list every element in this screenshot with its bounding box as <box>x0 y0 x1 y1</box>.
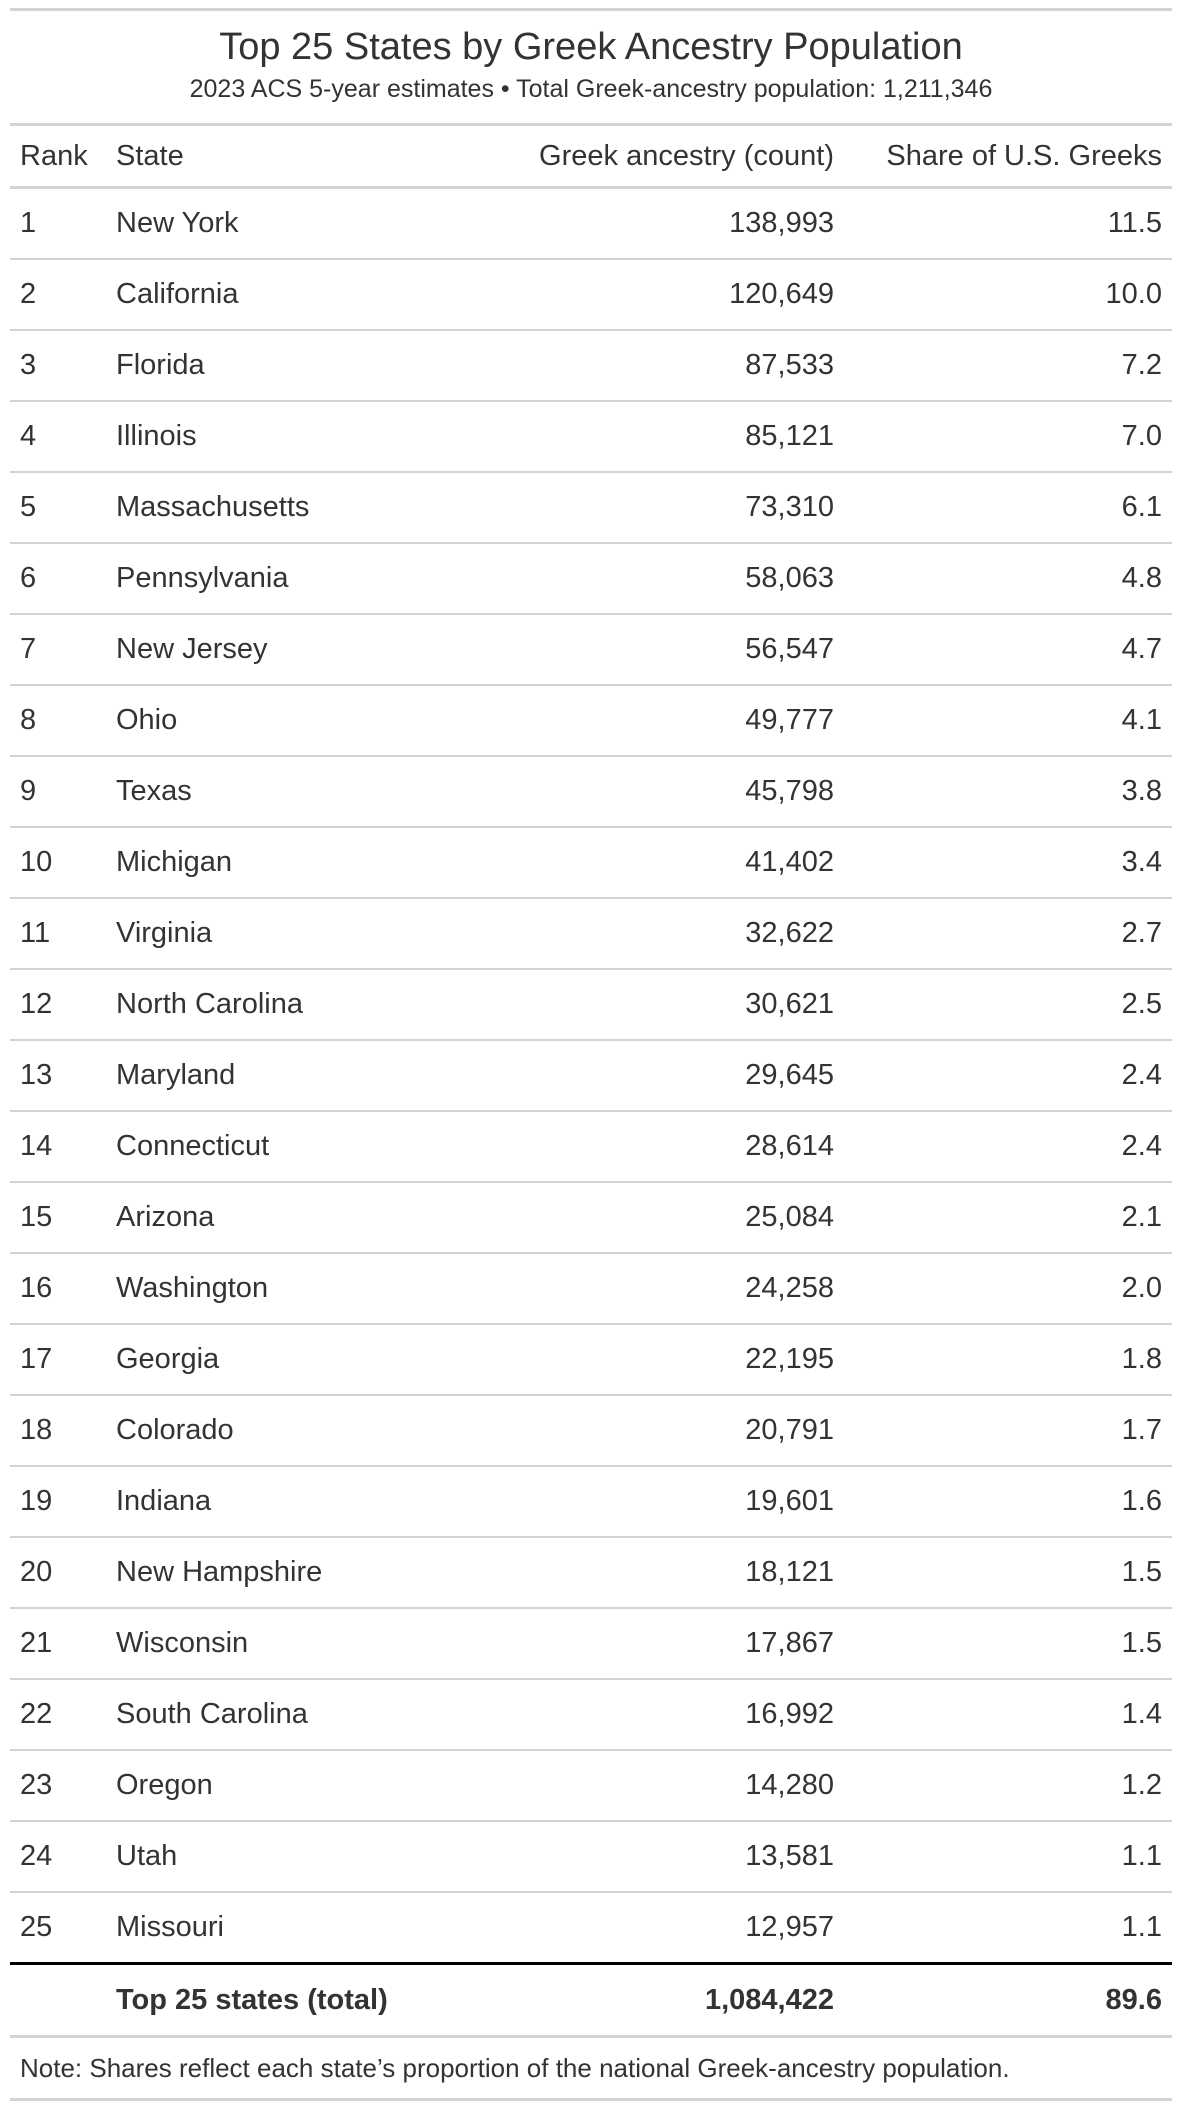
state-cell: Indiana <box>106 1466 450 1537</box>
table-row <box>10 614 1172 685</box>
table-row <box>10 1253 1172 1324</box>
rank-cell: 21 <box>10 1608 106 1679</box>
count-cell: 58,063 <box>450 543 844 614</box>
table-row <box>10 898 1172 969</box>
total-row <box>10 1964 1172 2037</box>
rank-cell: 23 <box>10 1750 106 1821</box>
rank-cell: 8 <box>10 685 106 756</box>
state-cell: New York <box>106 188 450 260</box>
table-row <box>10 1892 1172 1964</box>
header-row <box>10 126 1172 188</box>
column-header-state: State <box>106 126 450 188</box>
table-row <box>10 1679 1172 1750</box>
state-cell: Wisconsin <box>106 1608 450 1679</box>
share-cell: 6.1 <box>844 472 1172 543</box>
count-cell: 12,957 <box>450 1892 844 1964</box>
table-row <box>10 1395 1172 1466</box>
share-cell: 2.5 <box>844 969 1172 1040</box>
state-cell: Virginia <box>106 898 450 969</box>
table-row <box>10 472 1172 543</box>
rank-cell: 19 <box>10 1466 106 1537</box>
table-title: Top 25 States by Greek Ancestry Population <box>219 26 963 68</box>
count-cell: 25,084 <box>450 1182 844 1253</box>
count-cell: 18,121 <box>450 1537 844 1608</box>
share-cell: 1.7 <box>844 1395 1172 1466</box>
table-row <box>10 1608 1172 1679</box>
share-cell: 2.4 <box>844 1040 1172 1111</box>
state-cell: Texas <box>106 756 450 827</box>
table-row <box>10 259 1172 330</box>
rank-cell: 22 <box>10 1679 106 1750</box>
state-cell: Connecticut <box>106 1111 450 1182</box>
table-subtitle: 2023 ACS 5-year estimates • Total Greek-ancestry population: 1,211,346 <box>10 67 1172 126</box>
state-cell: Maryland <box>106 1040 450 1111</box>
table-row <box>10 969 1172 1040</box>
column-header-count: Greek ancestry (count) <box>450 126 844 188</box>
count-cell: 87,533 <box>450 330 844 401</box>
count-cell: 120,649 <box>450 259 844 330</box>
table-row <box>10 1466 1172 1537</box>
count-cell: 56,547 <box>450 614 844 685</box>
count-cell: 14,280 <box>450 1750 844 1821</box>
share-cell: 3.8 <box>844 756 1172 827</box>
count-cell: 28,614 <box>450 1111 844 1182</box>
table-row <box>10 1040 1172 1111</box>
rank-cell: 5 <box>10 472 106 543</box>
count-cell: 138,993 <box>450 188 844 260</box>
rank-cell: 15 <box>10 1182 106 1253</box>
table-body <box>10 188 1172 1964</box>
count-cell: 73,310 <box>450 472 844 543</box>
total-rank-cell <box>10 1964 106 2037</box>
table-row <box>10 1111 1172 1182</box>
state-cell: New Hampshire <box>106 1537 450 1608</box>
state-cell: California <box>106 259 450 330</box>
state-cell: South Carolina <box>106 1679 450 1750</box>
column-header-rank: Rank <box>10 126 106 188</box>
table-row <box>10 543 1172 614</box>
share-cell: 2.4 <box>844 1111 1172 1182</box>
state-cell: Colorado <box>106 1395 450 1466</box>
share-cell: 2.1 <box>844 1182 1172 1253</box>
share-cell: 11.5 <box>844 188 1172 260</box>
total-count-cell: 1,084,422 <box>450 1964 844 2037</box>
state-cell: Georgia <box>106 1324 450 1395</box>
state-cell: Arizona <box>106 1182 450 1253</box>
state-cell: Ohio <box>106 685 450 756</box>
rank-cell: 7 <box>10 614 106 685</box>
state-cell: Florida <box>106 330 450 401</box>
rank-cell: 1 <box>10 188 106 260</box>
share-cell: 4.1 <box>844 685 1172 756</box>
rank-cell: 10 <box>10 827 106 898</box>
share-cell: 4.8 <box>844 543 1172 614</box>
count-cell: 16,992 <box>450 1679 844 1750</box>
table-row <box>10 1182 1172 1253</box>
count-cell: 85,121 <box>450 401 844 472</box>
share-cell: 1.1 <box>844 1892 1172 1964</box>
count-cell: 45,798 <box>450 756 844 827</box>
state-cell: Oregon <box>106 1750 450 1821</box>
column-header-share: Share of U.S. Greeks <box>844 126 1172 188</box>
count-cell: 20,791 <box>450 1395 844 1466</box>
state-cell: Missouri <box>106 1892 450 1964</box>
share-cell: 2.7 <box>844 898 1172 969</box>
table-row <box>10 1537 1172 1608</box>
total-share-cell: 89.6 <box>844 1964 1172 2037</box>
share-cell: 1.5 <box>844 1608 1172 1679</box>
rank-cell: 17 <box>10 1324 106 1395</box>
share-cell: 1.6 <box>844 1466 1172 1537</box>
rank-cell: 18 <box>10 1395 106 1466</box>
count-cell: 30,621 <box>450 969 844 1040</box>
state-cell: North Carolina <box>106 969 450 1040</box>
count-cell: 29,645 <box>450 1040 844 1111</box>
count-cell: 17,867 <box>450 1608 844 1679</box>
rank-cell: 14 <box>10 1111 106 1182</box>
share-cell: 2.0 <box>844 1253 1172 1324</box>
share-cell: 7.2 <box>844 330 1172 401</box>
table-footnote: Note: Shares reflect each state’s proportion of the national Greek-ancestry population. <box>10 2038 1172 2101</box>
table-row <box>10 1750 1172 1821</box>
rank-cell: 4 <box>10 401 106 472</box>
table-container <box>10 8 1172 2101</box>
state-cell: Massachusetts <box>106 472 450 543</box>
table-row <box>10 827 1172 898</box>
rank-cell: 3 <box>10 330 106 401</box>
share-cell: 1.4 <box>844 1679 1172 1750</box>
state-cell: Washington <box>106 1253 450 1324</box>
rank-cell: 16 <box>10 1253 106 1324</box>
share-cell: 7.0 <box>844 401 1172 472</box>
total-label-cell: Top 25 states (total) <box>106 1964 450 2037</box>
table-row <box>10 401 1172 472</box>
rank-cell: 2 <box>10 259 106 330</box>
rank-cell: 25 <box>10 1892 106 1964</box>
table-row <box>10 330 1172 401</box>
count-cell: 19,601 <box>450 1466 844 1537</box>
share-cell: 1.8 <box>844 1324 1172 1395</box>
rank-cell: 24 <box>10 1821 106 1892</box>
data-table <box>10 126 1172 2038</box>
rank-cell: 13 <box>10 1040 106 1111</box>
share-cell: 1.5 <box>844 1537 1172 1608</box>
count-cell: 41,402 <box>450 827 844 898</box>
rank-cell: 11 <box>10 898 106 969</box>
rank-cell: 9 <box>10 756 106 827</box>
count-cell: 13,581 <box>450 1821 844 1892</box>
count-cell: 32,622 <box>450 898 844 969</box>
count-cell: 24,258 <box>450 1253 844 1324</box>
table-row <box>10 685 1172 756</box>
share-cell: 1.2 <box>844 1750 1172 1821</box>
share-cell: 3.4 <box>844 827 1172 898</box>
state-cell: Michigan <box>106 827 450 898</box>
share-cell: 1.1 <box>844 1821 1172 1892</box>
rank-cell: 6 <box>10 543 106 614</box>
state-cell: Utah <box>106 1821 450 1892</box>
state-cell: Pennsylvania <box>106 543 450 614</box>
table-row <box>10 188 1172 260</box>
rank-cell: 20 <box>10 1537 106 1608</box>
table-row <box>10 1324 1172 1395</box>
table-row <box>10 756 1172 827</box>
state-cell: New Jersey <box>106 614 450 685</box>
state-cell: Illinois <box>106 401 450 472</box>
count-cell: 49,777 <box>450 685 844 756</box>
share-cell: 10.0 <box>844 259 1172 330</box>
rank-cell: 12 <box>10 969 106 1040</box>
count-cell: 22,195 <box>450 1324 844 1395</box>
share-cell: 4.7 <box>844 614 1172 685</box>
table-row <box>10 1821 1172 1892</box>
